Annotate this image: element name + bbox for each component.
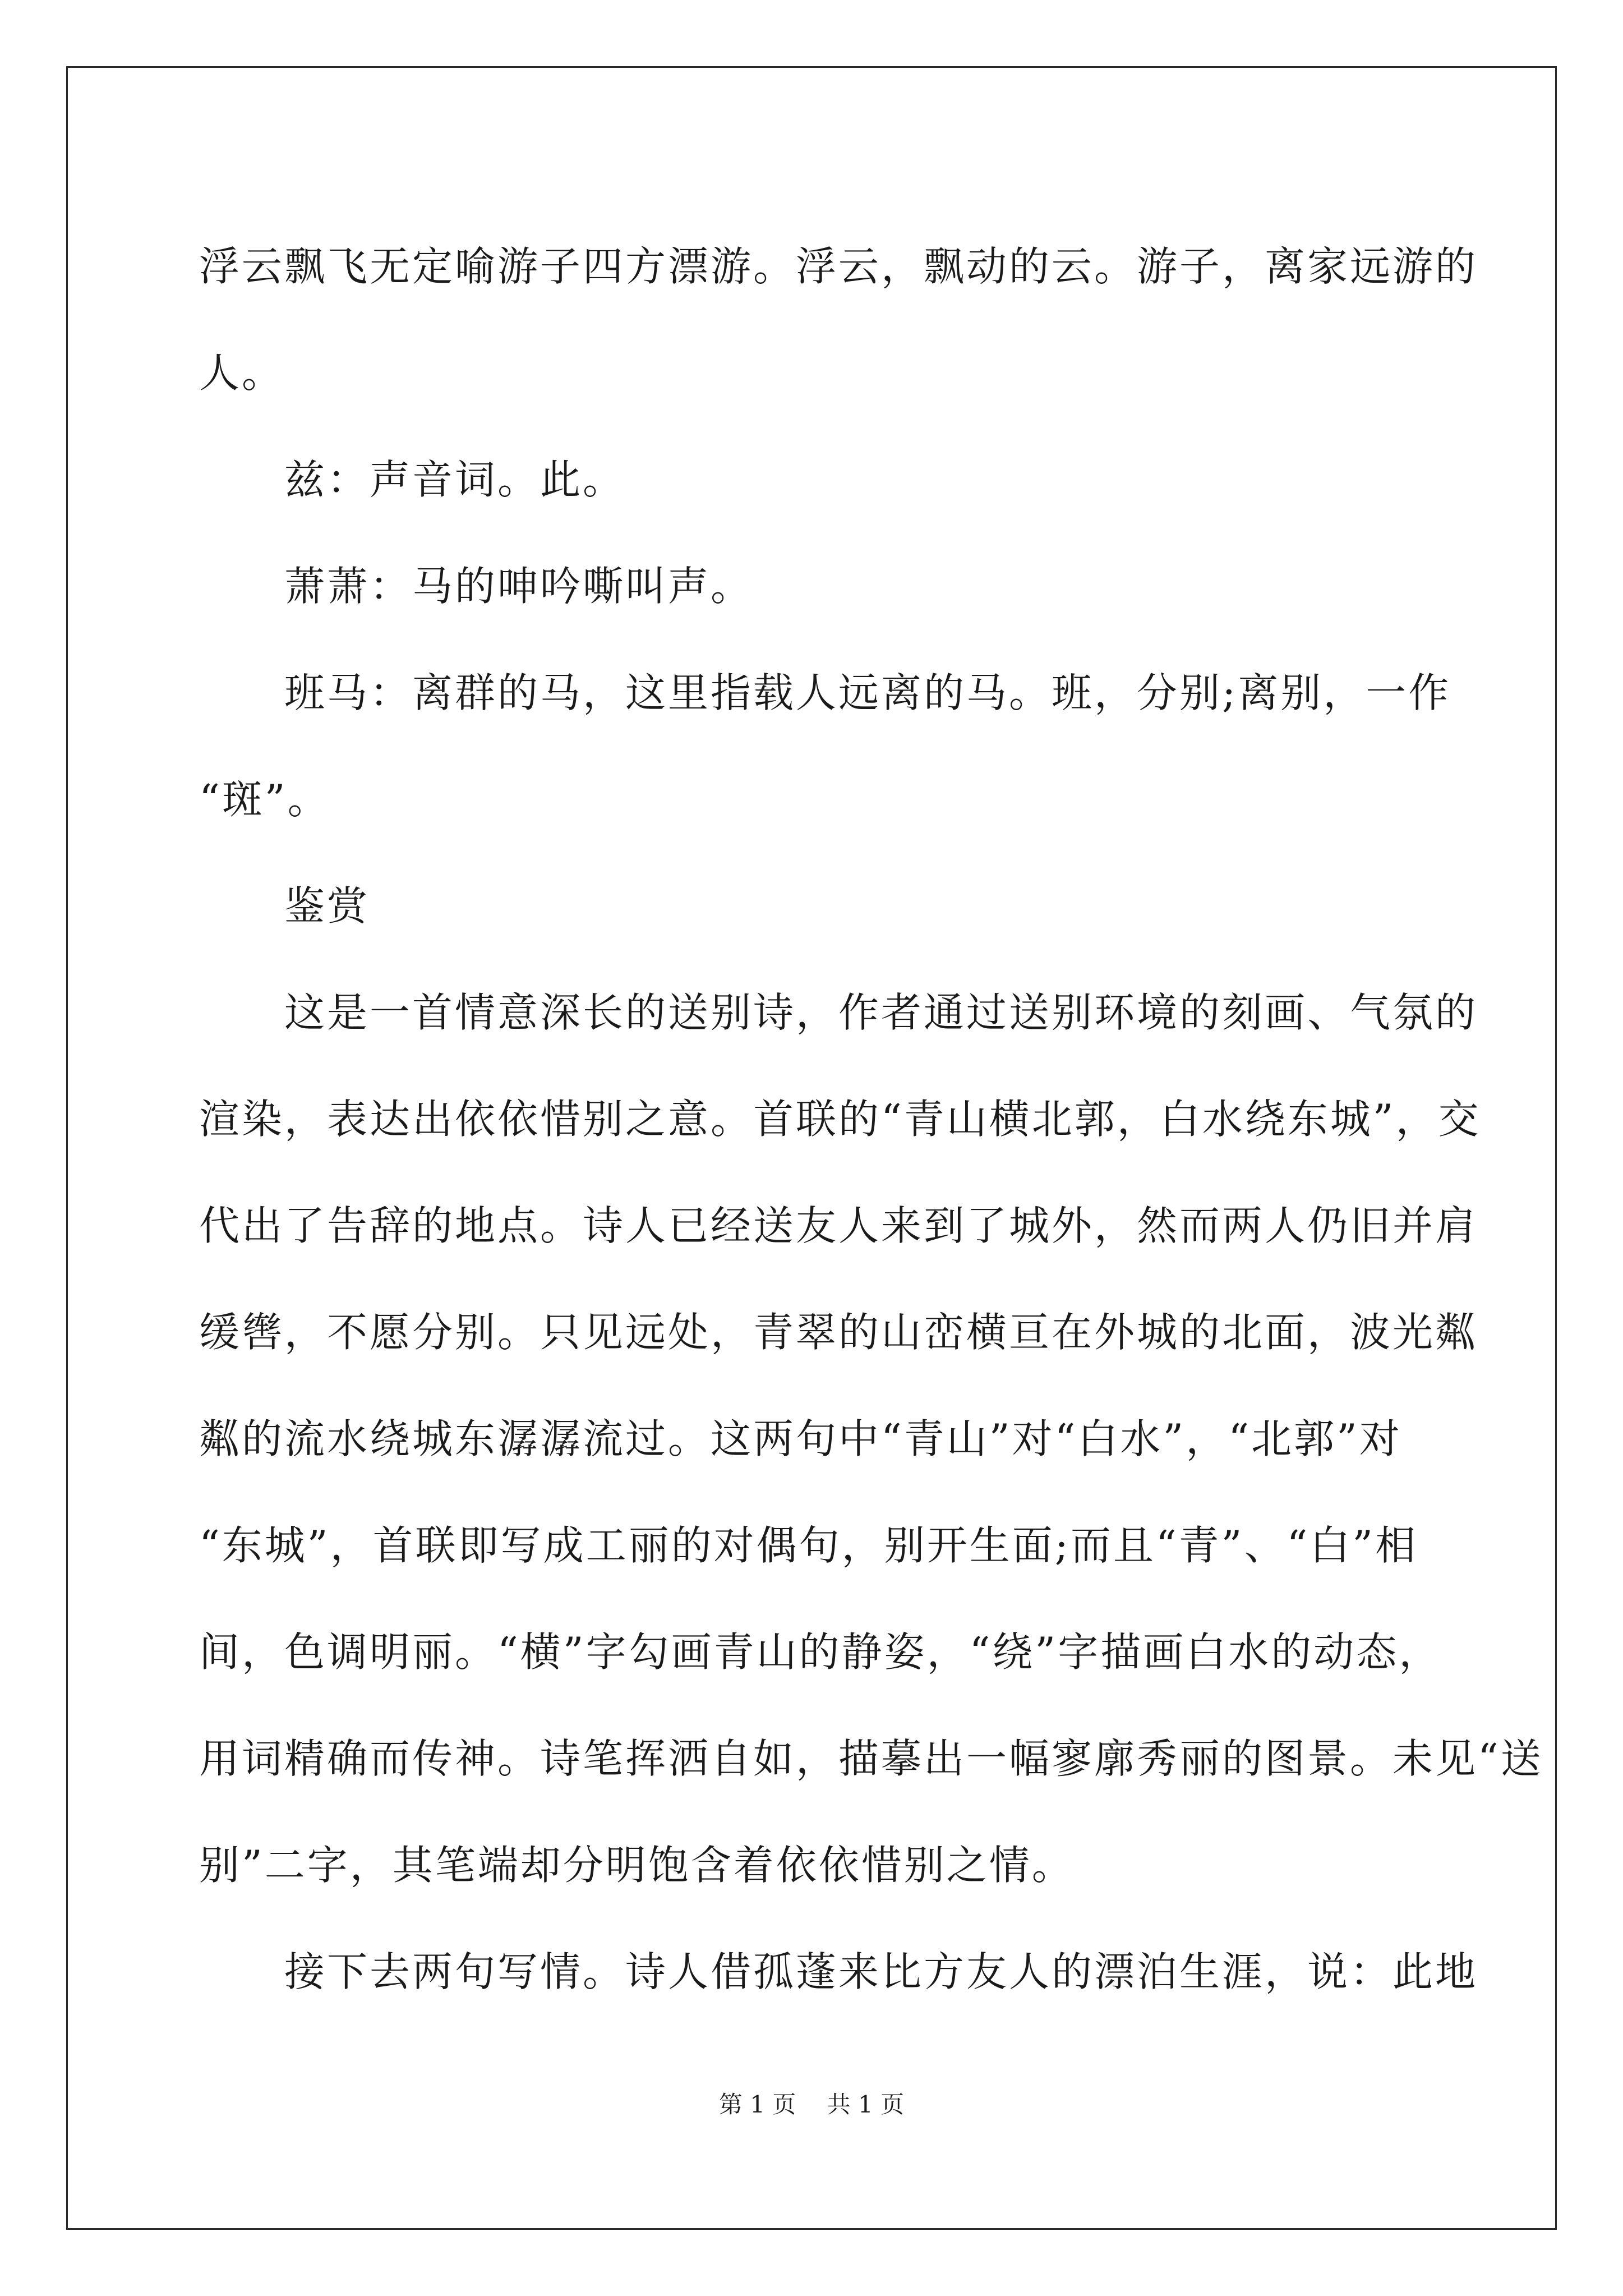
text-line: 缓辔，不愿分别。只见远处，青翠的山峦横亘在外城的北面，波光粼 — [199, 1309, 1478, 1356]
text-line: 代出了告辞的地点。诗人已经送友人来到了城外，然而两人仍旧并肩 — [199, 1202, 1478, 1249]
text-line: 萧萧：马的呻吟嘶叫声。 — [199, 563, 754, 610]
text-line: 接下去两句写情。诗人借孤蓬来比方友人的漂泊生涯，说：此地 — [199, 1948, 1478, 1995]
text-line: 粼的流水绕城东潺潺流过。这两句中“青山”对“白水”，“北郭”对 — [199, 1415, 1402, 1462]
text-line: “东城”，首联即写成工丽的对偶句，别开生面;而且“青”、“白”相 — [199, 1522, 1418, 1569]
text-line: “斑”。 — [199, 776, 330, 823]
text-line: 间，色调明丽。“横”字勾画青山的静姿，“绕”字描画白水的动态， — [199, 1628, 1442, 1676]
document-body — [199, 213, 1543, 2025]
page-number-footer: 第 1 页 共 1 页 — [718, 2091, 905, 2118]
text-line: 班马：离群的马，这里指载人远离的马。班，分别;离别，一作 — [199, 669, 1451, 716]
text-line: 渲染，表达出依依惜别之意。首联的“青山横北郭，白水绕东城”，交 — [199, 1096, 1481, 1143]
text-line: 别”二字，其笔端却分明饱含着依依惜别之情。 — [199, 1842, 1075, 1889]
text-line: 兹：声音词。此。 — [199, 456, 626, 503]
section-heading: 鉴赏 — [199, 882, 370, 930]
text-line: 浮云飘飞无定喻游子四方漂游。浮云，飘动的云。游子，离家远游的 — [199, 243, 1478, 290]
text-line: 用词精确而传神。诗笔挥洒自如，描摹出一幅寥廓秀丽的图景。未见“送 — [199, 1735, 1543, 1782]
text-line: 人。 — [199, 349, 285, 397]
text-line: 这是一首情意深长的送别诗，作者通过送别环境的刻画、气氛的 — [199, 989, 1478, 1036]
